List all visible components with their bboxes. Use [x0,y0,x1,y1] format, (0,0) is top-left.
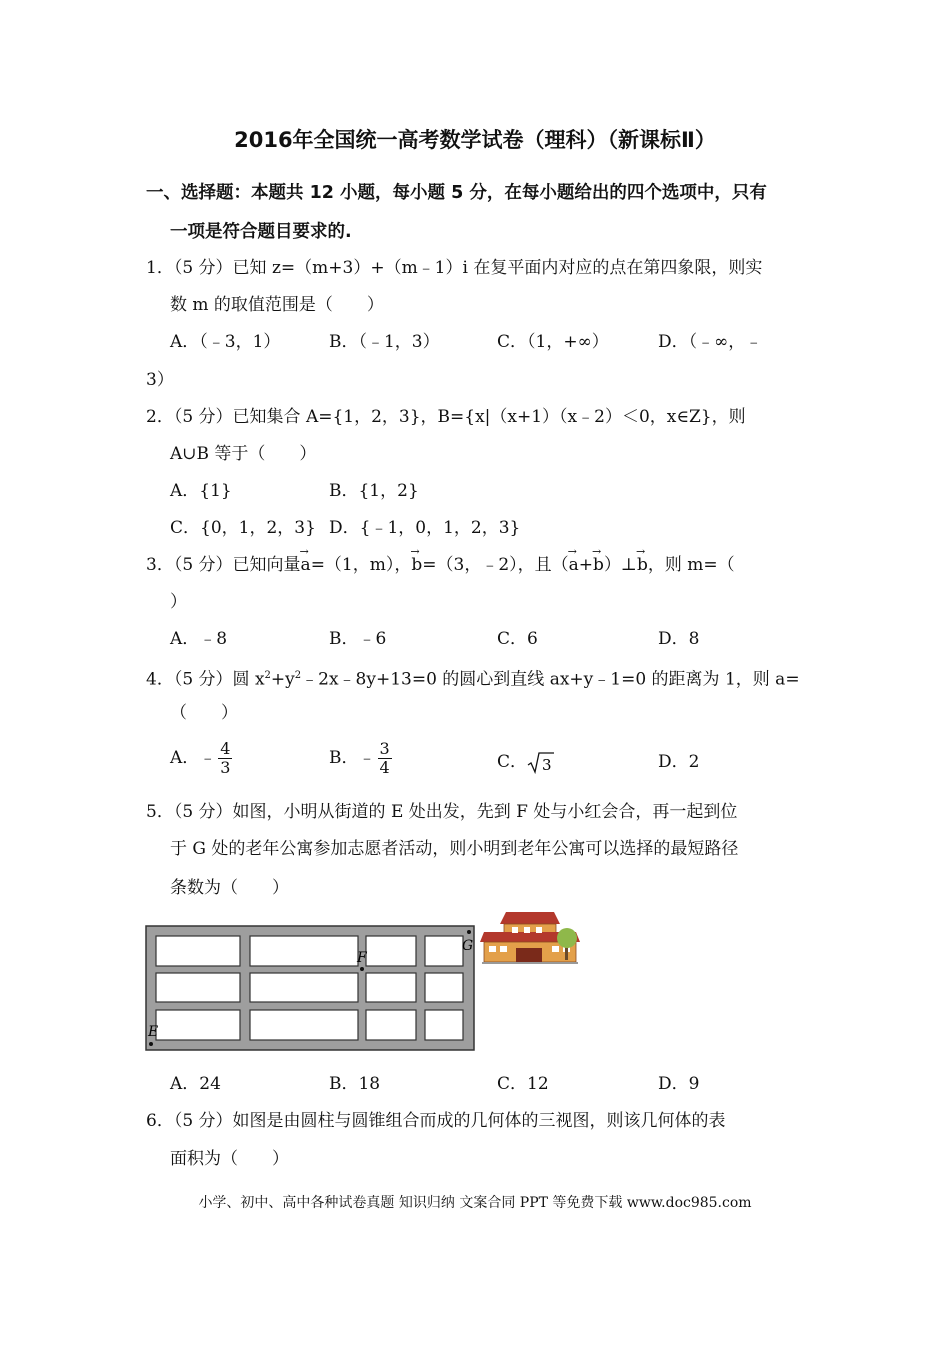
q4-option-a [170,740,232,777]
q4-option-d: D．2 [658,752,700,772]
q4-text-c: ﹣2x﹣8y+13=0 的圆心到直线 ax+y﹣1=0 的距离为 1，则 a= [301,669,800,690]
q3-text-c: =（1，m）， [310,555,412,575]
city-block [425,1010,463,1040]
vector-a-2: → a [569,553,579,577]
q3-option-a: A．﹣8 [170,629,228,649]
q5-option-a: A．24 [170,1074,221,1094]
city-block [366,973,416,1002]
q3-option-b: B．﹣6 [329,629,387,649]
fraction-numerator: 4 [220,739,231,758]
street-grid-figure [144,910,584,1056]
q3-line1 [146,553,735,577]
point-e [149,1042,153,1046]
q3-plus: + [578,555,594,575]
vector-a: → a [301,553,311,577]
sqrt-radicand: 3 [542,755,552,774]
q3-option-c: C．6 [497,629,538,649]
q1-option-b: B．（﹣1，3） [329,332,440,352]
q4-option-b-prefix: B．﹣ [329,748,376,768]
fraction-four-thirds [218,740,232,777]
q4-text-a: 4．（5 分）圆 x [146,669,265,690]
city-block [250,973,358,1002]
q3-option-d: D．8 [658,629,700,649]
label-e: E [148,1024,159,1040]
point-f [360,967,364,971]
vector-b: → b [411,553,422,577]
q4-option-a-prefix: A．﹣ [170,748,217,768]
q2-option-b: B．{1，2} [329,481,419,501]
q4-option-c-prefix: C． [497,752,528,772]
q1-line1: 1．（5 分）已知 z=（m+3）+（m﹣1）i 在复平面内对应的点在第四象限，则实 [146,258,763,278]
q4-line1 [146,664,800,692]
q3-text-a: 3．（5 分）已知向量 [146,555,301,575]
q3-line2: ） [170,592,187,612]
q2-option-d: D．{﹣1，0，1，2，3} [329,518,521,538]
point-g [467,930,471,934]
fraction-numerator: 3 [379,739,390,758]
label-g: G [462,938,474,954]
q6-line1: 6．（5 分）如图是由圆柱与圆锥组合而成的几何体的三视图，则该几何体的表 [146,1111,726,1131]
fraction-denominator: 4 [379,758,390,777]
city-block [250,1010,358,1040]
q2-line1: 2．（5 分）已知集合 A={1，2，3}，B={x|（x+1）（x﹣2）＜0，x∈Z}，则 [146,407,746,427]
q2-line2: A∪B 等于（ ） [170,444,317,464]
q5-option-b: B．18 [329,1074,381,1094]
q1-option-d: D．（﹣∞，﹣ [658,332,763,352]
q4-option-c [497,750,555,775]
q5-option-c: C．12 [497,1074,549,1094]
city-block [250,936,358,966]
exam-title: 2016年全国统一高考数学试卷（理科）（新课标Ⅱ） [234,128,716,152]
sqrt-sign-icon [527,751,555,775]
sqrt-three [527,750,555,775]
label-f: F [357,950,367,966]
fraction-three-fourths [378,740,392,777]
city-block [366,1010,416,1040]
q3-text-e: =（3，﹣2），且（ [422,555,569,575]
q1-line2: 数 m 的取值范围是（ ） [170,295,384,315]
q5-line3: 条数为（ ） [170,878,289,898]
section-heading-line1: 一、选择题：本题共 12 小题，每小题 5 分，在每小题给出的四个选项中，只有 [146,183,767,203]
page-footer: 小学、初中、高中各种试卷真题 知识归纳 文案合同 PPT 等免费下载 www.doc985.com [198,1195,752,1211]
q5-line2: 于 G 处的老年公寓参加志愿者活动，则小明到老年公寓可以选择的最短路径 [170,839,739,859]
q4-sup-1: 2 [264,670,271,681]
city-block [366,936,416,966]
q4-line2: （ ） [170,703,238,723]
section-heading-line2: 一项是符合题目要求的. [170,222,352,242]
city-block [156,973,240,1002]
fraction-denominator: 3 [220,758,231,777]
city-block [156,936,240,966]
q5-option-d: D．9 [658,1074,700,1094]
vector-b-2: → b [593,553,604,577]
q5-line1: 5．（5 分）如图，小明从街道的 E 处出发，先到 F 处与小红会合，再一起到位 [146,802,738,822]
city-block [425,936,463,966]
q6-line2: 面积为（ ） [170,1149,289,1169]
q3-text-k: ，则 m=（ [647,555,735,575]
q1-option-d-wrap: 3） [146,370,174,390]
city-block [425,973,463,1002]
city-block [156,1010,240,1040]
q2-option-c: C．{0，1，2，3} [170,518,316,538]
q4-option-b [329,740,392,777]
q1-option-c: C．（1，+∞） [497,332,609,352]
vector-b-3: → b [637,553,648,577]
q4-sup-2: 2 [294,670,302,681]
q4-text-b: +y [270,669,295,690]
q1-option-a: A．（﹣3，1） [170,332,281,352]
q2-option-a: A．{1} [170,481,232,501]
q3-text-i: ）⊥ [603,555,637,575]
